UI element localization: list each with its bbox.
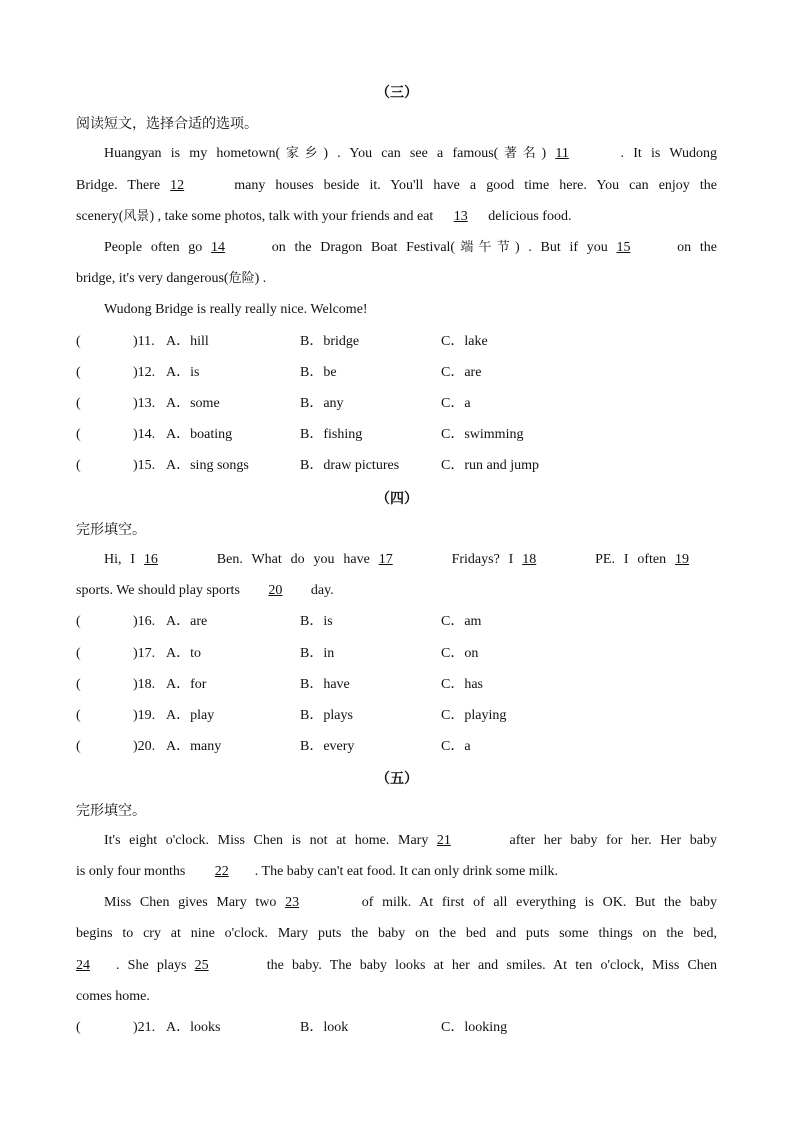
- question-16: ( )16. A．are B．is C．am: [76, 611, 717, 633]
- passage-line: scenery(风景) , take some photos, talk with your friends and eat 13 delicious food.: [76, 206, 717, 228]
- section-5-instruction: 完形填空。: [76, 803, 146, 819]
- option-b[interactable]: B．is: [300, 614, 333, 629]
- blank-20: 20: [268, 583, 283, 598]
- passage-line: is only four months 22 . The baby can't eat food. It can only drink some milk.: [76, 861, 717, 883]
- option-a[interactable]: A．for: [166, 677, 207, 692]
- option-a[interactable]: A．sing songs: [166, 458, 249, 473]
- option-a[interactable]: A．hill: [166, 334, 209, 349]
- option-a[interactable]: A．boating: [166, 427, 233, 442]
- option-b[interactable]: B．be: [300, 365, 337, 380]
- option-a[interactable]: A．is: [166, 365, 200, 380]
- passage-line: sports. We should play sports 20 day.: [76, 580, 717, 602]
- blank-23: 23: [285, 895, 300, 910]
- option-b[interactable]: B．any: [300, 396, 344, 411]
- option-c[interactable]: C．a: [441, 739, 471, 754]
- passage-line: It's eight o'clock. Miss Chen is not at home. Mary 21 after her baby for her. Her baby: [104, 830, 717, 852]
- blank-21: 21: [436, 833, 451, 848]
- option-b[interactable]: B．draw pictures: [300, 458, 400, 473]
- option-b[interactable]: B．look: [300, 1020, 349, 1035]
- option-a[interactable]: A．play: [166, 708, 215, 723]
- option-a[interactable]: A．many: [166, 739, 222, 754]
- option-b[interactable]: B．in: [300, 646, 335, 661]
- option-c[interactable]: C．run and jump: [441, 458, 539, 473]
- passage-line: Miss Chen gives Mary two 23 of milk. At first of all everything is OK. But the baby: [104, 892, 717, 914]
- passage-line: 24 . She plays 25 the baby. The baby looks at her and smiles. At ten o'clock, Miss Chen: [76, 955, 717, 977]
- blank-13: 13: [453, 209, 468, 224]
- option-c[interactable]: C．playing: [441, 708, 507, 723]
- option-c[interactable]: C．swimming: [441, 427, 524, 442]
- blank-17: 17: [378, 552, 393, 567]
- section-4-instruction: 完形填空。: [76, 522, 146, 538]
- option-c[interactable]: C．lake: [441, 334, 488, 349]
- option-c[interactable]: C．am: [441, 614, 482, 629]
- blank-24: 24: [76, 958, 90, 973]
- question-18: ( )18. A．for B．have C．has: [76, 674, 717, 696]
- passage-line: bridge, it's very dangerous(危险) .: [76, 271, 267, 286]
- question-14: ( )14. A．boating B．fishing C．swimming: [76, 424, 717, 446]
- question-11: ( )11. A．hill B．bridge C．lake: [76, 331, 717, 353]
- option-c[interactable]: C．looking: [441, 1020, 508, 1035]
- blank-16: 16: [143, 552, 158, 567]
- blank-15: 15: [616, 240, 631, 255]
- option-a[interactable]: A．looks: [166, 1020, 221, 1035]
- section-5-title: （五）: [376, 771, 418, 787]
- passage-line: People often go 14 on the Dragon Boat Festival(端午节) . But if you 15 on the: [104, 237, 717, 259]
- passage-line: comes home.: [76, 989, 150, 1004]
- option-b[interactable]: B．plays: [300, 708, 353, 723]
- question-17: ( )17. A．to B．in C．on: [76, 643, 717, 665]
- blank-22: 22: [214, 864, 229, 879]
- question-19: ( )19. A．play B．plays C．playing: [76, 705, 717, 727]
- question-12: ( )12. A．is B．be C．are: [76, 362, 717, 384]
- blank-12: 12: [170, 178, 185, 193]
- passage-line: Hi, I 16 Ben. What do you have 17 Fridays? I 18 PE. I often 19: [104, 549, 717, 571]
- passage-line: begins to cry at nine o'clock. Mary puts the baby on the bed and puts some things on the bed,: [76, 926, 717, 941]
- option-b[interactable]: B．fishing: [300, 427, 363, 442]
- option-a[interactable]: A．are: [166, 614, 208, 629]
- option-c[interactable]: C．are: [441, 365, 482, 380]
- section-3-title: （三）: [376, 85, 418, 101]
- question-15: ( )15. A．sing songs B．draw pictures C．run and jump: [76, 455, 717, 477]
- section-4-title: （四）: [376, 491, 418, 507]
- passage-line: Huangyan is my hometown(家乡) . You can see a famous(著名) 11 . It is Wudong: [104, 143, 717, 165]
- section-3-instruction: 阅读短文，选择合适的选项。: [76, 116, 258, 132]
- option-b[interactable]: B．bridge: [300, 334, 360, 349]
- question-21: ( )21. A．looks B．look C．looking: [76, 1017, 717, 1039]
- blank-11: 11: [555, 146, 569, 161]
- option-c[interactable]: C．has: [441, 677, 483, 692]
- passage-line: Wudong Bridge is really really nice. Welcome!: [104, 302, 368, 317]
- option-c[interactable]: C．on: [441, 646, 479, 661]
- question-13: ( )13. A．some B．any C．a: [76, 393, 717, 415]
- passage-line: Bridge. There 12 many houses beside it. You'll have a good time here. You can enjoy the: [76, 175, 717, 197]
- option-b[interactable]: B．have: [300, 677, 350, 692]
- option-b[interactable]: B．every: [300, 739, 355, 754]
- option-a[interactable]: A．some: [166, 396, 220, 411]
- blank-19: 19: [675, 552, 689, 567]
- blank-14: 14: [211, 240, 226, 255]
- option-a[interactable]: A．to: [166, 646, 201, 661]
- blank-25: 25: [194, 958, 209, 973]
- question-20: ( )20. A．many B．every C．a: [76, 736, 717, 758]
- option-c[interactable]: C．a: [441, 396, 471, 411]
- blank-18: 18: [522, 552, 537, 567]
